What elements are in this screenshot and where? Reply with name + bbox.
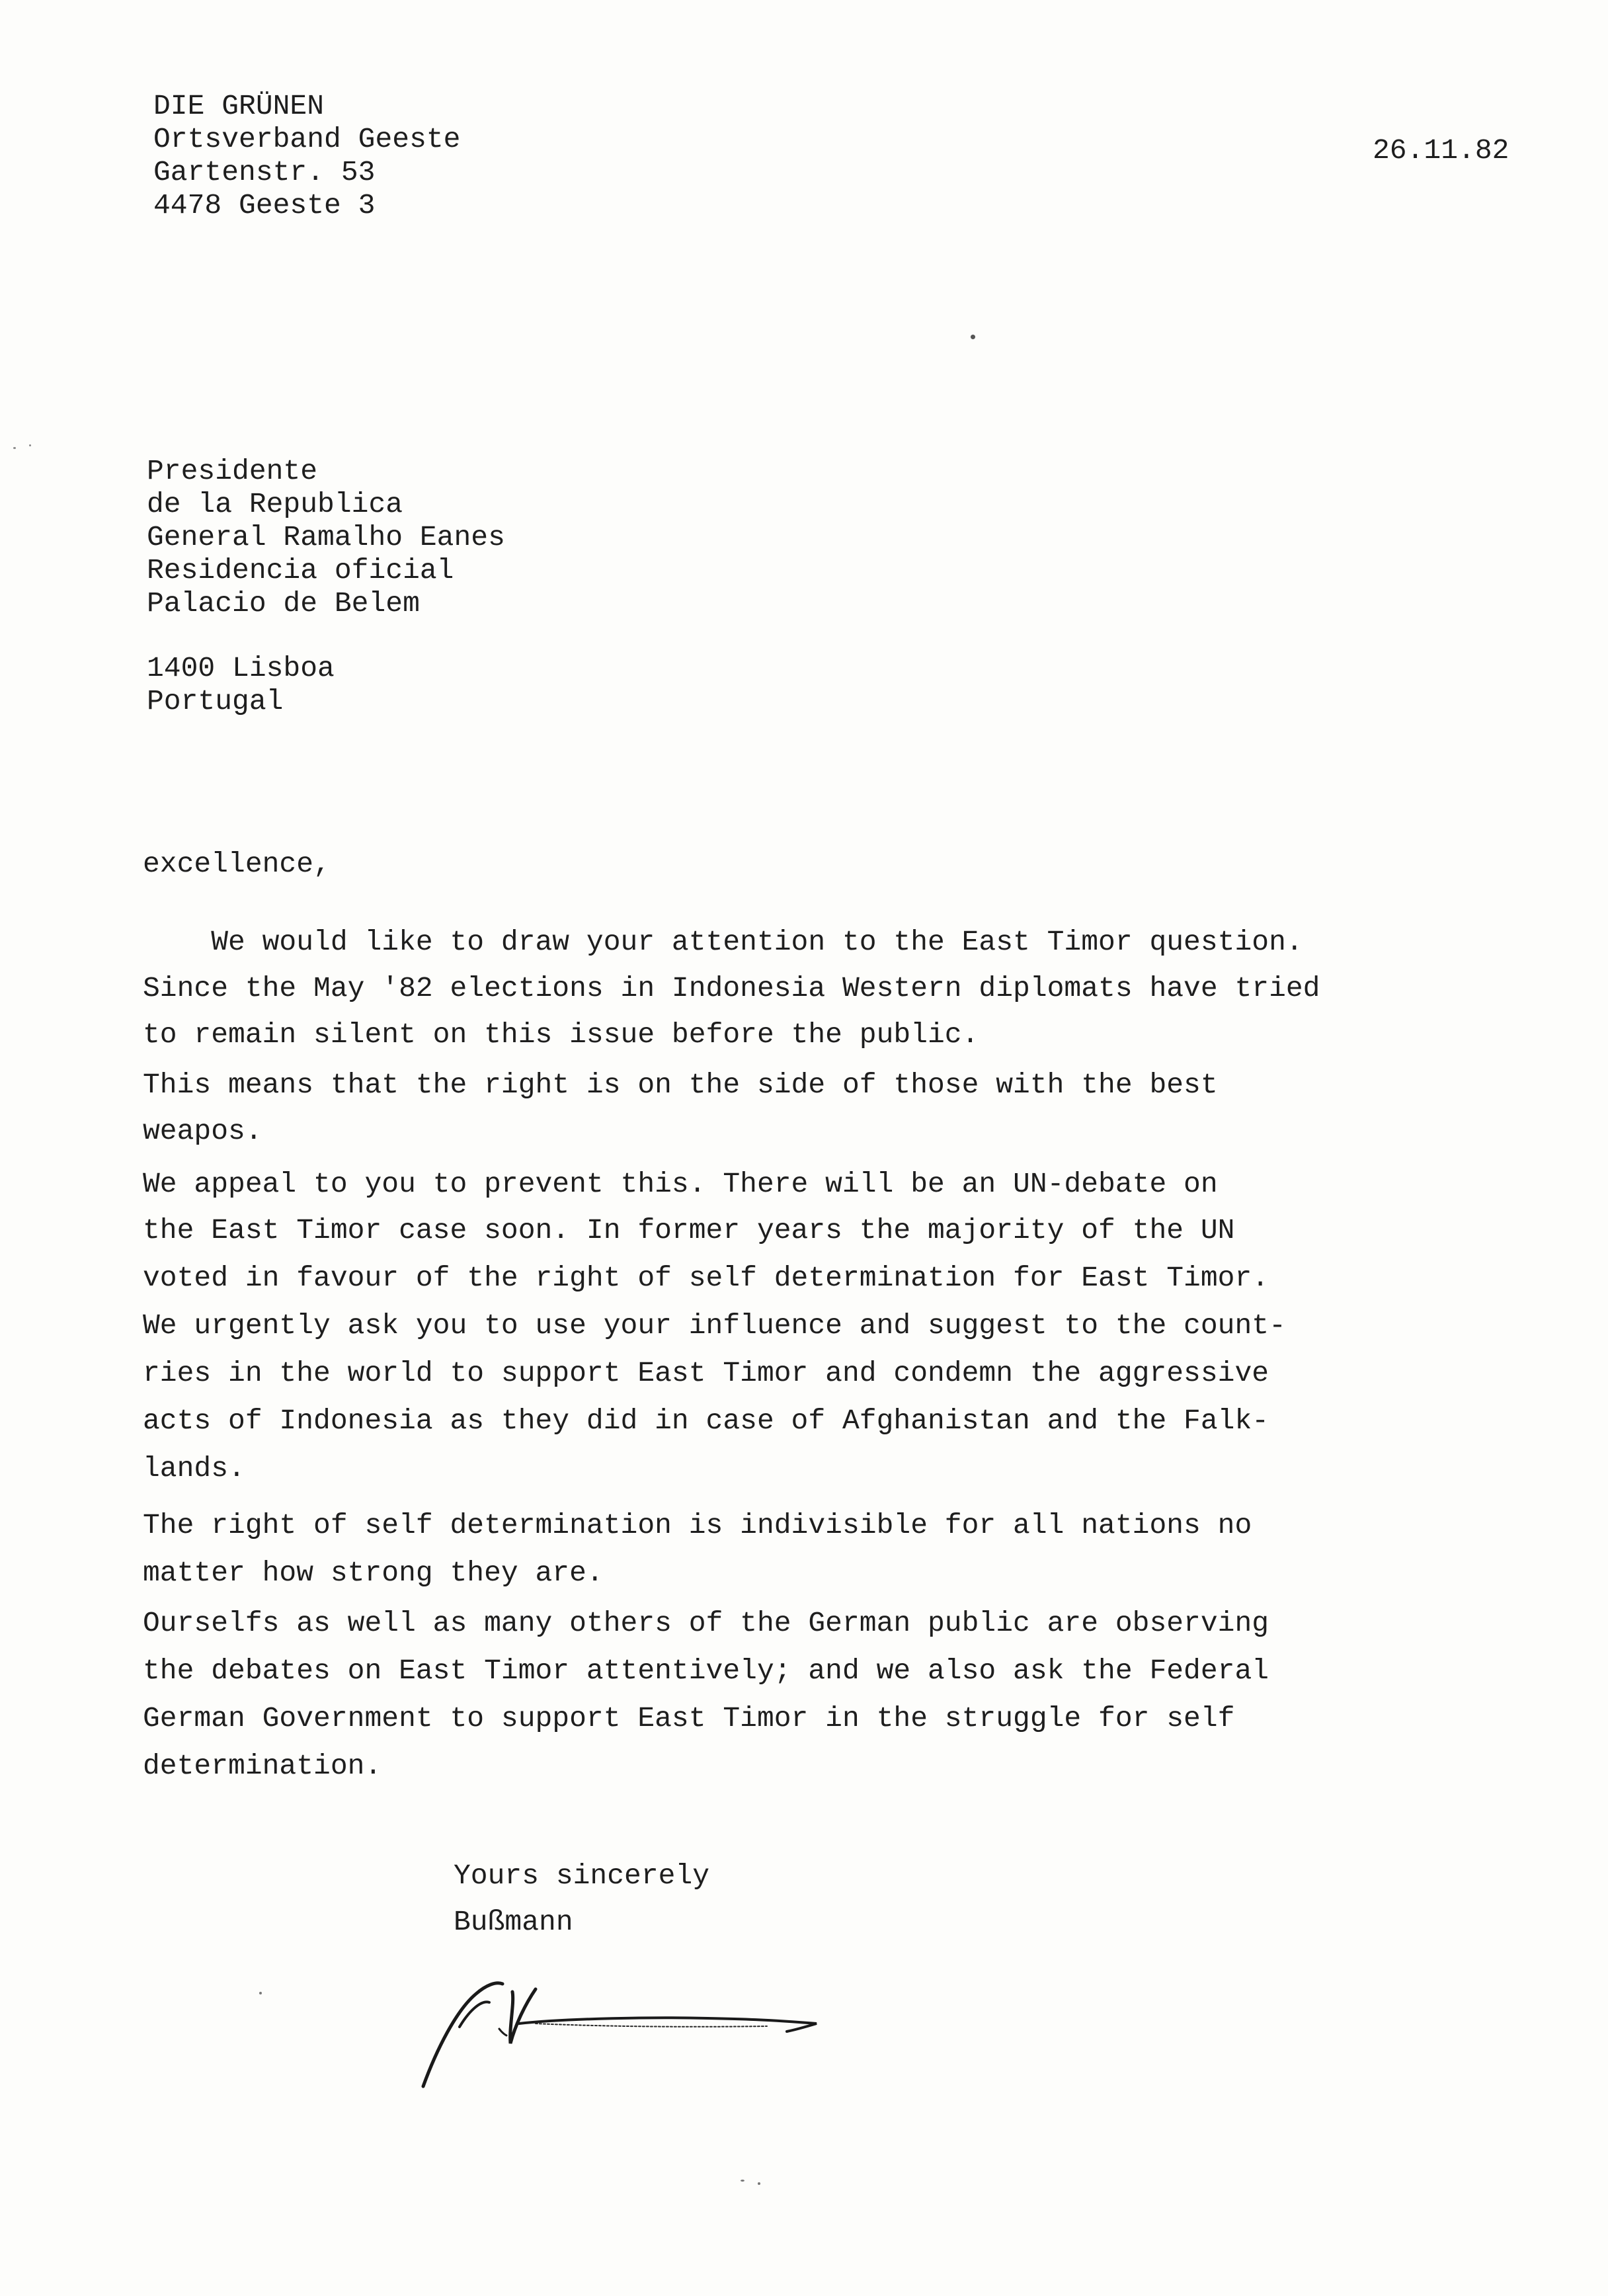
body-line: German Government to support East Timor in the struggle for self [143,1702,1235,1735]
letter-date: 26.11.82 [1373,134,1509,167]
recipient-line: General Ramalho Eanes [147,521,505,554]
body-line: The right of self determination is indivisible for all nations no [143,1509,1252,1541]
sender-branch: Ortsverband Geeste [153,123,461,155]
paper-speck [259,1992,262,1994]
body-line: to remain silent on this issue before the public. [143,1018,979,1051]
body-line: We appeal to you to prevent this. There will be an UN-debate on [143,1168,1218,1200]
sender-city: 4478 Geeste 3 [153,189,376,222]
valediction: Yours sincerely [454,1860,710,1892]
recipient-line: Residencia oficial [147,554,454,587]
paper-speck [741,2180,744,2182]
body-line: matter how strong they are. [143,1557,604,1589]
paper-speck [971,335,975,339]
handwritten-signature [397,1918,833,2090]
body-line: ries in the world to support East Timor and condemn the aggressive [143,1357,1269,1389]
paper-speck [13,447,16,449]
body-line: weapos. [143,1115,262,1147]
body-line: acts of Indonesia as they did in case of Afghanistan and the Falk- [143,1405,1269,1437]
recipient-line: Portugal [147,685,284,718]
body-line: the East Timor case soon. In former years the majority of the UN [143,1214,1235,1247]
salutation: excellence, [143,848,331,880]
body-line: voted in favour of the right of self determination for East Timor. [143,1262,1269,1294]
body-line: determination. [143,1750,382,1782]
body-line: the debates on East Timor attentively; and we also ask the Federal [143,1655,1269,1687]
body-line: Since the May '82 elections in Indonesia Western diplomats have tried [143,972,1320,1004]
body-line: We urgently ask you to use your influence and suggest to the count- [143,1309,1286,1342]
body-line: We would like to draw your attention to the East Timor question. [143,926,1303,958]
paper-speck [29,444,31,446]
body-line: lands. [143,1452,245,1485]
recipient-line: Presidente [147,455,318,487]
recipient-line: 1400 Lisboa [147,652,335,684]
recipient-line: Palacio de Belem [147,587,420,620]
recipient-line: de la Republica [147,488,403,520]
sender-org: DIE GRÜNEN [153,90,325,122]
sender-street: Gartenstr. 53 [153,156,376,188]
body-line: This means that the right is on the side of those with the best [143,1069,1218,1101]
body-line: Ourselfs as well as many others of the German public are observing [143,1607,1269,1639]
signer-name: Bußmann [454,1906,573,1938]
paper-speck [758,2182,760,2185]
